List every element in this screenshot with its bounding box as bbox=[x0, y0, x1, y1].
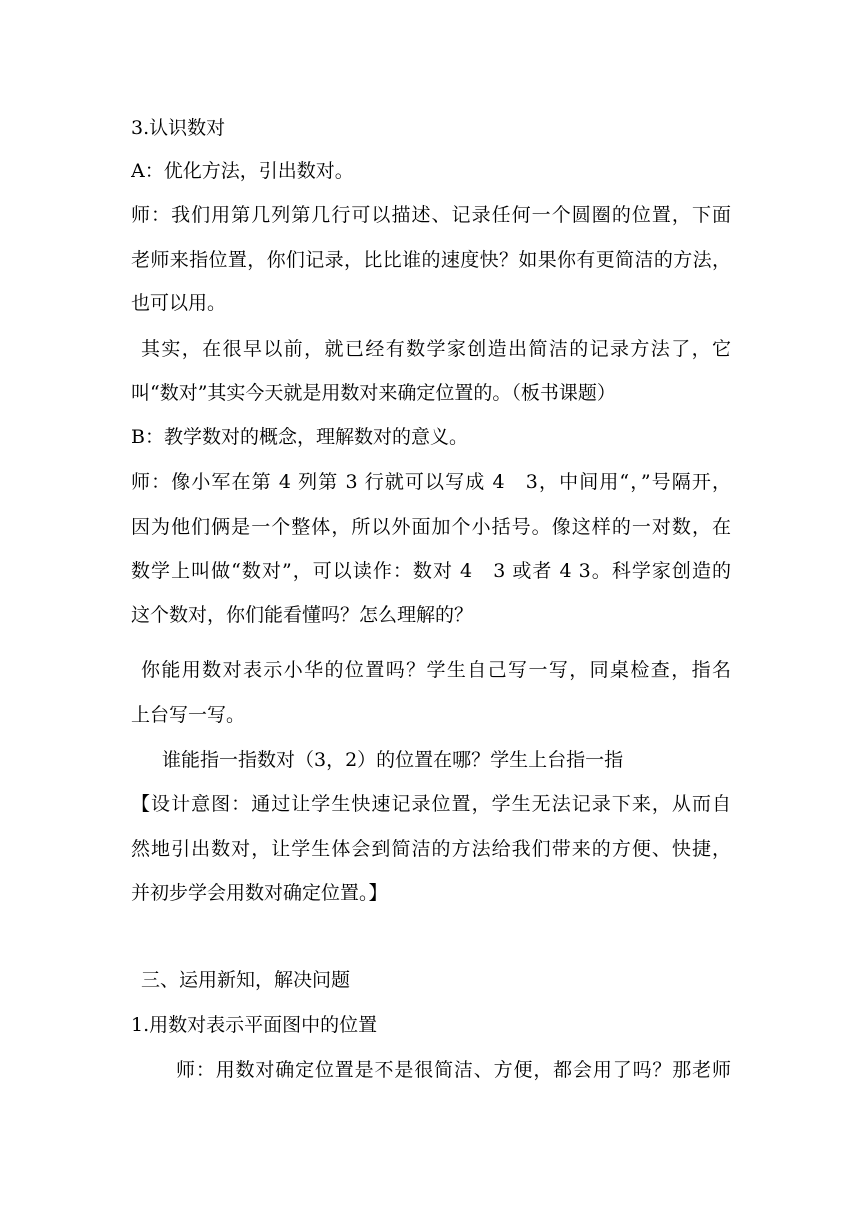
paragraph-line: 也可以用。 bbox=[131, 292, 227, 314]
section-heading: 3.认识数对 bbox=[131, 117, 226, 139]
subsection-heading: 1.用数对表示平面图中的位置 bbox=[131, 1014, 378, 1036]
subsection-heading: B：教学数对的概念，理解数对的意义。 bbox=[131, 426, 468, 448]
paragraph-line: 谁能指一指数对（3，2）的位置在哪？学生上台指一指 bbox=[162, 749, 624, 771]
design-intent-line: 然地引出数对，让学生体会到简洁的方法给我们带来的方便、快捷， bbox=[131, 838, 731, 860]
paragraph-line: 数学上叫做“数对”，可以读作：数对 4 3 或者 4 3。科学家创造的 bbox=[131, 560, 731, 582]
paragraph-line: 师：像小军在第 4 列第 3 行就可以写成 4 3，中间用“，”号隔开， bbox=[131, 471, 731, 493]
paragraph-line: 这个数对，你们能看懂吗？怎么理解的？ bbox=[131, 604, 474, 626]
design-intent-line: 【设计意图：通过让学生快速记录位置，学生无法记录下来，从而自 bbox=[131, 793, 731, 815]
subsection-heading: A：优化方法，引出数对。 bbox=[131, 160, 354, 182]
paragraph-line: 老师来指位置，你们记录，比比谁的速度快？如果你有更简洁的方法， bbox=[131, 249, 731, 271]
paragraph-line: 叫“数对”其实今天就是用数对来确定位置的。（板书课题） bbox=[131, 382, 616, 404]
section-heading: 三、运用新知，解决问题 bbox=[141, 969, 351, 991]
paragraph-line: 你能用数对表示小华的位置吗？学生自己写一写，同桌检查，指名 bbox=[141, 659, 731, 681]
paragraph-line: 师：用数对确定位置是不是很简洁、方便，都会用了吗？那老师 bbox=[176, 1059, 731, 1081]
design-intent-line: 并初步学会用数对确定位置。】 bbox=[131, 882, 388, 904]
paragraph-line: 上台写一写。 bbox=[131, 704, 246, 726]
paragraph-line: 其实，在很早以前，就已经有数学家创造出简洁的记录方法了，它 bbox=[141, 338, 731, 360]
paragraph-line: 因为他们俩是一个整体，所以外面加个小括号。像这样的一对数，在 bbox=[131, 516, 731, 538]
paragraph-line: 师：我们用第几列第几行可以描述、记录任何一个圆圈的位置，下面 bbox=[131, 204, 731, 226]
